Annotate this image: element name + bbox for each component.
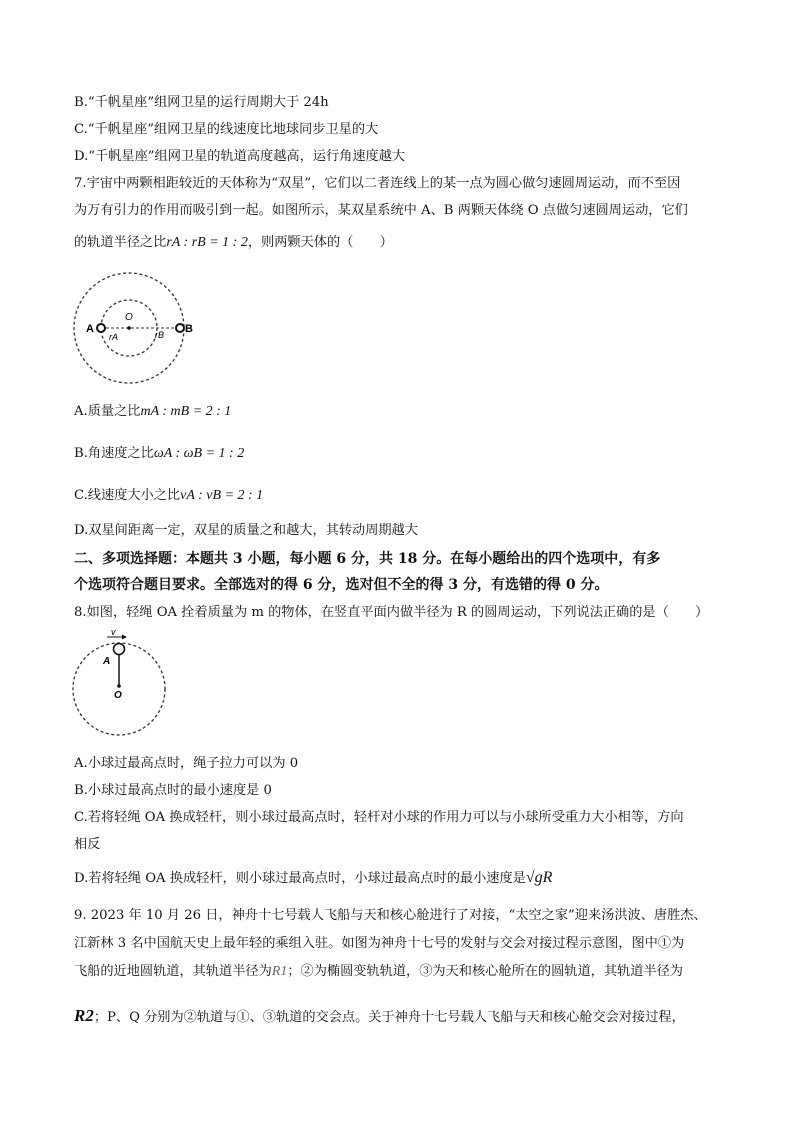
q7-label-a: A xyxy=(86,323,94,335)
q7-option-d: D.双星间距离一定，双星的质量之和越大，其转动周期越大 xyxy=(74,523,418,538)
q8-label-v: v xyxy=(111,628,116,637)
q9-stem-line4 xyxy=(74,1006,685,1028)
q8-pivot-o xyxy=(117,684,121,688)
q7-option-b-formula: ωA : ωB = 1 : 2 xyxy=(153,446,245,461)
q7-label-ra: rA xyxy=(109,332,118,342)
q8-option-d-formula: √gR xyxy=(525,869,553,886)
q8-label-o: O xyxy=(114,690,122,701)
q8-option-a: A.小球过最高点时，绳子拉力可以为 0 xyxy=(74,756,299,771)
q9-stem-line2: 江新林 3 名中国航天史上最年轻的乘组入驻。如图为神舟十七号的发射与交会对接过程示意图，图中①为 xyxy=(74,936,685,951)
q7-star-a xyxy=(97,324,105,332)
q6-option-c: C.“千帆星座”组网卫星的线速度比地球同步卫星的大 xyxy=(74,122,379,137)
q9-stem-line3-suffix: ；②为椭圆变轨轨道，③为天和核心舱所在的圆轨道，其轨道半径为 xyxy=(287,964,683,979)
q7-option-b xyxy=(74,444,244,464)
q8-ball xyxy=(114,644,125,655)
q7-double-star-figure xyxy=(70,272,240,388)
q7-stem-line2: 为万有引力的作用而吸引到一起。如图所示，某双星系统中 A、B 两颗天体绕 O 点做匀速圆周运动，它们 xyxy=(74,203,688,218)
section2-header-line1: 二、多项选择题：本题共 3 小题，每小题 6 分，共 18 分。在每小题给出的四个选项中，有多 xyxy=(74,551,661,567)
q7-label-o: O xyxy=(125,312,133,323)
q9-stem-line1: 9. 2023 年 10 月 26 日，神舟十七号载人飞船与天和核心舱进行了对接，“太空之家”迎来汤洪波、唐胜杰、 xyxy=(74,908,707,923)
q8-stem: 8.如图，轻绳 OA 拴着质量为 m 的物体，在竖直平面内做半径为 R 的圆周运动，下列说法正确的是（ ） xyxy=(74,605,709,620)
q7-stem-line3-prefix: 的轨道半径之比 xyxy=(74,235,167,250)
q8-circular-motion-figure xyxy=(70,628,180,744)
q9-radius-r1: R1 xyxy=(271,964,288,979)
q8-option-c-line2: 相反 xyxy=(74,837,101,852)
q6-option-b: B.“千帆星座”组网卫星的运行周期大于 24h xyxy=(74,95,329,110)
q7-stem-line3-suffix: ，则两颗天体的（ ） xyxy=(247,235,393,250)
q7-option-c-formula: vA : vB = 2 : 1 xyxy=(180,488,264,503)
q6-option-d: D.“千帆星座”组网卫星的轨道高度越高，运行角速度越大 xyxy=(74,149,406,164)
q7-radius-ratio-formula: rA : rB = 1 : 2 xyxy=(166,235,248,250)
q8-option-d xyxy=(74,868,552,889)
q8-velocity-arrowhead xyxy=(122,635,127,640)
q7-label-rb: rB xyxy=(155,330,164,340)
q8-option-d-text: D.若将轻绳 OA 换成轻杆，则小球过最高点时，小球过最高点时的最小速度是 xyxy=(74,871,526,886)
section2-header-line2: 个选项符合题目要求。全部选对的得 6 分，选对但不全的得 3 分，有选错的得 0 分。 xyxy=(74,577,609,593)
q7-option-c-text: C.线速度大小之比 xyxy=(74,488,181,503)
q9-stem-line4-suffix: ；P、Q 分别为②轨道与①、③轨道的交会点。关于神舟十七号载人飞船与天和核心舱交会对接过程， xyxy=(93,1010,685,1025)
q7-option-c xyxy=(74,486,263,506)
q9-radius-r2: R2 xyxy=(74,1006,94,1025)
q8-option-b: B.小球过最高点时的最小速度是 0 xyxy=(74,783,272,798)
q7-stem-line1: 7.宇宙中两颗相距较近的天体称为“双星”，它们以二者连线上的某一点为圆心做匀速圆周运动，而不至因 xyxy=(74,176,681,191)
q7-center-o xyxy=(127,326,131,330)
q7-option-a-text: A.质量之比 xyxy=(74,404,141,419)
q9-stem-line3-prefix: 飞船的近地圆轨道，其轨道半径为 xyxy=(74,964,272,979)
q7-option-a xyxy=(74,402,231,422)
q7-label-b: B xyxy=(185,323,193,335)
q7-star-b xyxy=(176,324,184,332)
q9-stem-line3 xyxy=(74,962,683,982)
q7-option-a-formula: mA : mB = 2 : 1 xyxy=(140,404,232,419)
q8-option-c-line1: C.若将轻绳 OA 换成轻杆，则小球过最高点时，轻杆对小球的作用力可以与小球所受重力大小相等，方向 xyxy=(74,810,684,825)
q8-label-a: A xyxy=(103,656,111,667)
q7-stem-line3 xyxy=(74,233,393,253)
q7-option-b-text: B.角速度之比 xyxy=(74,446,154,461)
